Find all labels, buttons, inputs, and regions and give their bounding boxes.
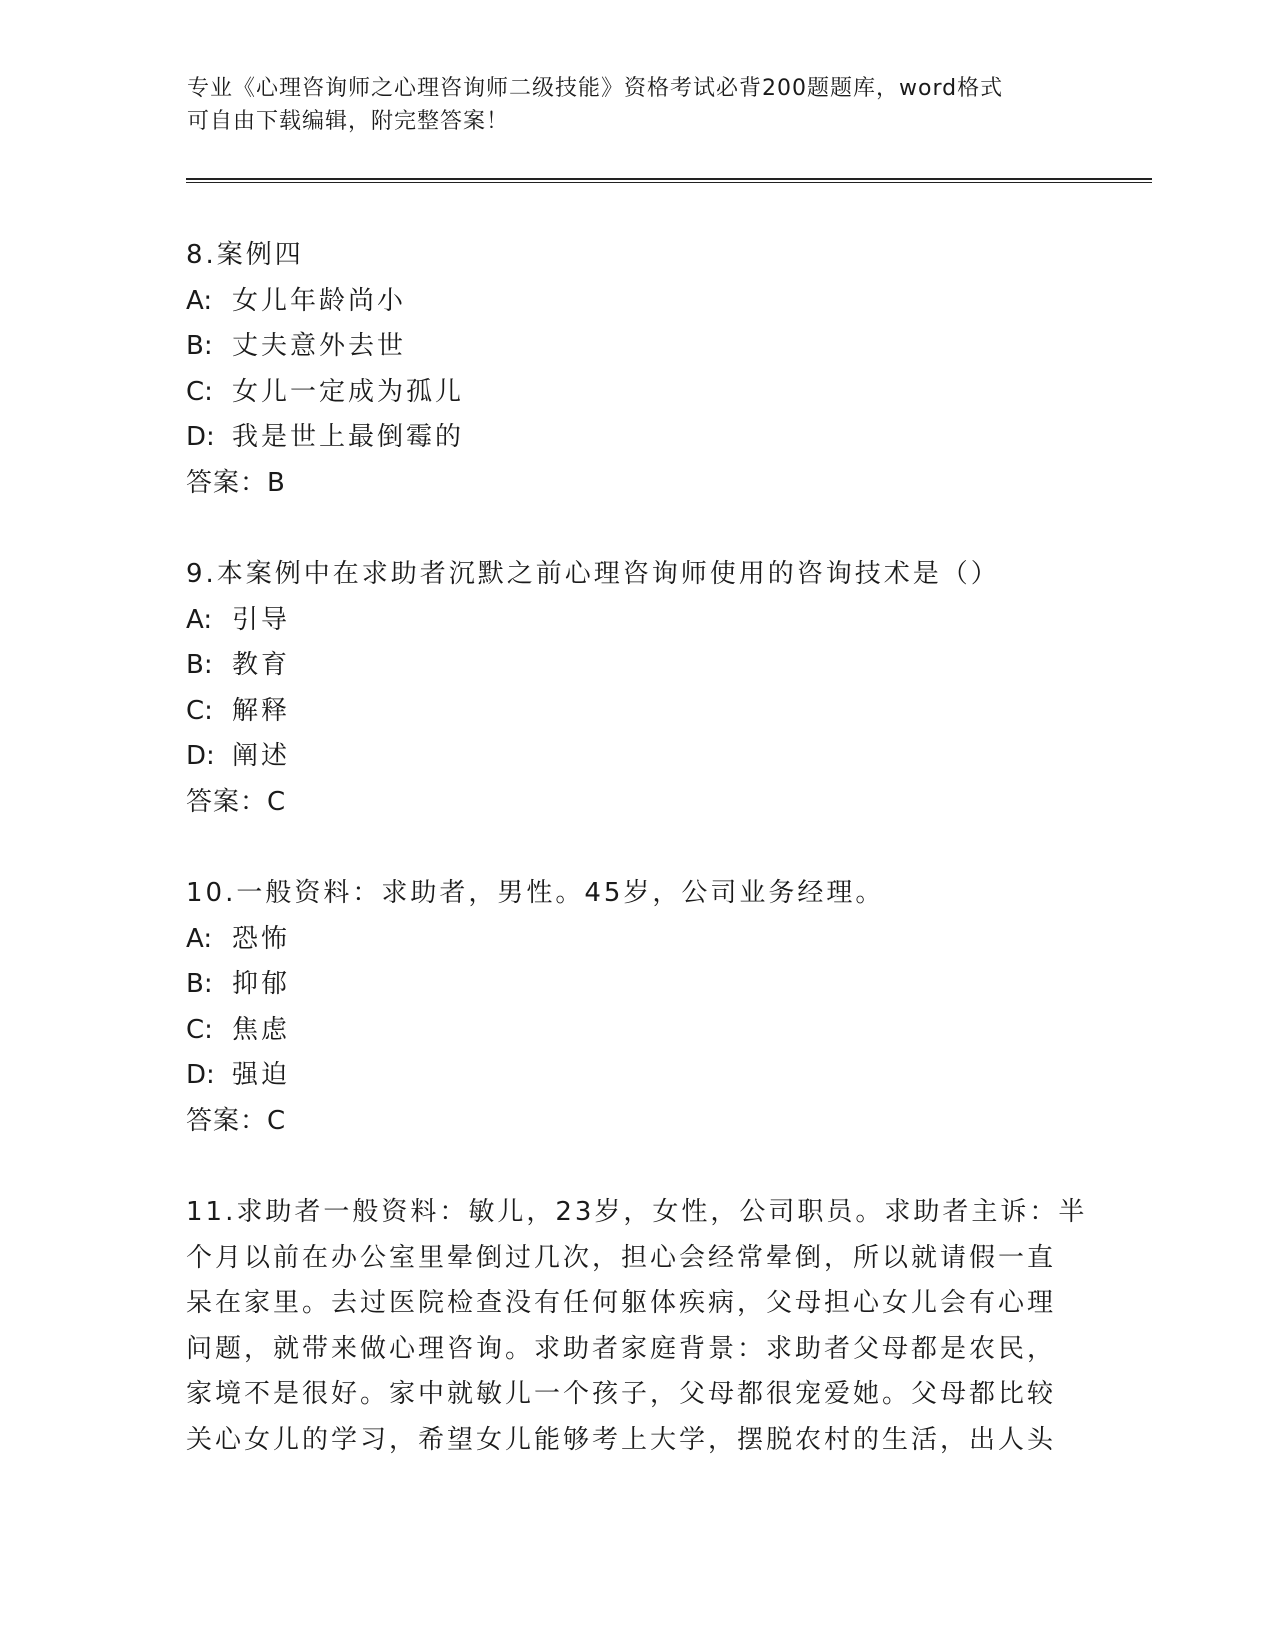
question-paragraph-line: 11.求助者一般资料：敏儿，23岁，女性，公司职员。求助者主诉：半 xyxy=(186,1197,1088,1227)
option-text: 强迫 xyxy=(232,1060,291,1090)
question-stem: 8.案例四 xyxy=(186,240,304,270)
header-line-1: 专业《心理咨询师之心理咨询师二级技能》资格考试必背200题题库，word格式 xyxy=(187,76,1004,101)
answer-line: 答案：C xyxy=(186,786,287,817)
option-letter: D: xyxy=(186,422,215,452)
option-c xyxy=(186,1008,1086,1054)
question-paragraph-line: 个月以前在办公室里晕倒过几次，担心会经常晕倒，所以就请假一直 xyxy=(186,1242,1057,1273)
option-d xyxy=(186,734,1086,780)
question-10 xyxy=(186,871,1086,1144)
question-stem: 9.本案例中在求助者沉默之前心理咨询师使用的咨询技术是（） xyxy=(186,559,1000,589)
question-paragraph-line: 家境不是很好。家中就敏儿一个孩子，父母都很宠爱她。父母都比较 xyxy=(186,1379,1057,1409)
option-letter: A: xyxy=(186,285,213,316)
option-text: 女儿一定成为孤儿 xyxy=(232,376,465,407)
question-stem: 10.一般资料：求助者，男性。45岁，公司业务经理。 xyxy=(186,878,885,908)
header-divider-thick xyxy=(186,178,1152,180)
option-c xyxy=(186,370,1086,416)
option-letter: B: xyxy=(186,969,213,999)
option-a xyxy=(186,917,1086,963)
option-a xyxy=(186,598,1086,644)
question-paragraph-line: 关心女儿的学习，希望女儿能够考上大学，摆脱农村的生活，出人头 xyxy=(186,1424,1057,1455)
option-d xyxy=(186,415,1086,461)
option-letter: D: xyxy=(186,1060,215,1090)
option-text: 女儿年龄尚小 xyxy=(232,285,407,316)
option-letter: D: xyxy=(186,741,215,771)
answer-line: 答案：B xyxy=(186,467,286,498)
option-c xyxy=(186,689,1086,735)
option-text: 抑郁 xyxy=(232,969,291,999)
option-letter: C: xyxy=(186,695,213,726)
option-b xyxy=(186,643,1086,689)
option-text: 恐怖 xyxy=(232,923,291,954)
option-text: 我是世上最倒霉的 xyxy=(232,422,465,452)
option-b xyxy=(186,962,1086,1008)
document-header xyxy=(187,72,1067,138)
header-line-2: 可自由下载编辑，附完整答案！ xyxy=(187,109,510,134)
option-letter: A: xyxy=(186,923,213,954)
question-paragraph-line: 呆在家里。去过医院检查没有任何躯体疾病，父母担心女儿会有心理 xyxy=(186,1288,1057,1318)
option-d xyxy=(186,1053,1086,1099)
option-b xyxy=(186,324,1086,370)
question-paragraph-line: 问题，就带来做心理咨询。求助者家庭背景：求助者父母都是农民， xyxy=(186,1333,1057,1364)
option-letter: B: xyxy=(186,650,213,680)
question-11 xyxy=(186,1190,1086,1463)
option-text: 引导 xyxy=(232,604,291,635)
option-a xyxy=(186,279,1086,325)
option-letter: A: xyxy=(186,604,213,635)
option-letter: C: xyxy=(186,1014,213,1045)
option-text: 解释 xyxy=(232,695,291,726)
option-letter: C: xyxy=(186,376,213,407)
answer-line: 答案：C xyxy=(186,1105,287,1136)
option-text: 丈夫意外去世 xyxy=(232,331,407,361)
header-divider-thin xyxy=(186,182,1152,183)
option-text: 阐述 xyxy=(232,741,291,771)
option-letter: B: xyxy=(186,331,213,361)
option-text: 焦虑 xyxy=(232,1014,291,1045)
question-8 xyxy=(186,233,1086,506)
question-9 xyxy=(186,552,1086,825)
option-text: 教育 xyxy=(232,650,291,680)
